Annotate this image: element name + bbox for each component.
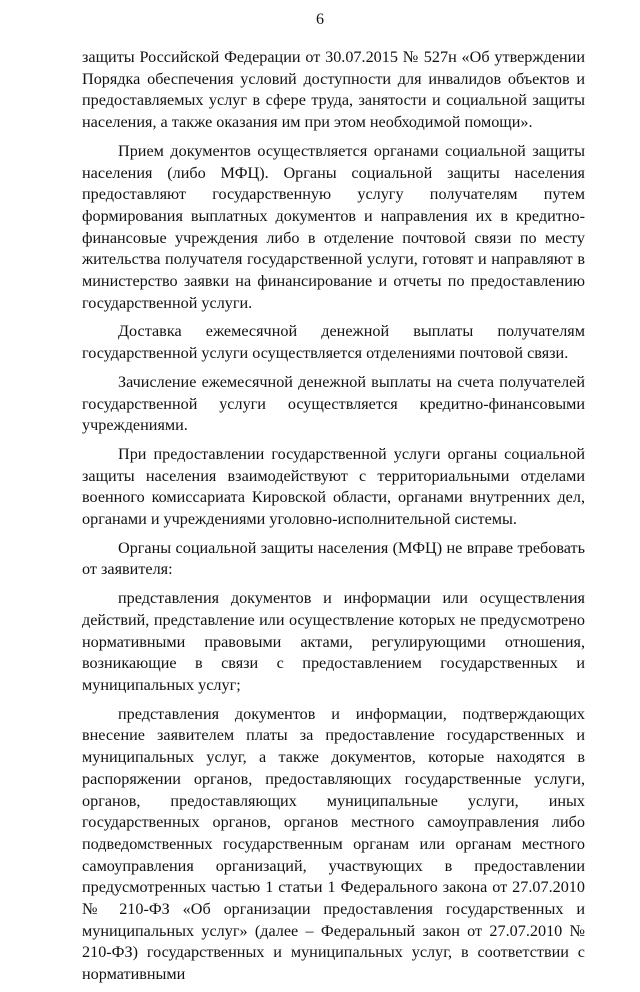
paragraph-6: Органы социальной защиты населения (МФЦ) не вправе требовать от заявителя: — [82, 538, 585, 579]
paragraph-4: Зачисление ежемесячной денежной выплаты на счета получателей государственной услуги осуществляется кредитно-финансовыми учреждениями. — [82, 372, 585, 435]
document-body — [82, 47, 585, 992]
paragraph-1: защиты Российской Федерации от 30.07.2015 № 527н «Об утверждении Порядка обеспечения условий доступности для инвалидов объектов и предоставляемых услуг в сфере труда, занятости и социальной защиты населения, а также оказания им при этом необходимой помощи». — [82, 48, 585, 132]
paragraph-5: При предоставлении государственной услуги органы социальной защиты населения взаимодействуют с территориальными отделами военного комиссариата Кировской области, органами внутренних дел, органами и учреждениями уголовно-исполнительной системы. — [82, 444, 585, 529]
paragraph-8: представления документов и информации, подтверждающих внесение заявителем платы за предоставление государственных и муниципальных услуг, а также документов, которые находятся в распоряжении органов, предоставляющих государственные услуги, органов, предоставляющих муниципальные услуги, иных государственных органов, органов местного самоуправления либо подведомственных государственным органам или органам местного самоуправления организаций, участвующих в предоставлении предусмотренных частью 1 статьи 1 Федерального закона от 27.07.2010 № 210-ФЗ «Об организации предоставления государственных и муниципальных услуг» (далее – Федеральный закон от 27.07.2010 № 210-ФЗ) государственных и муниципальных услуг, в соответствии с нормативными — [82, 704, 585, 984]
paragraph-3: Доставка ежемесячной денежной выплаты получателям государственной услуги осуществляется отделениями почтовой связи. — [82, 322, 585, 363]
paragraph-7: представления документов и информации или осуществления действий, представление или осуществление которых не предусмотрено нормативными правовыми актами, регулирующими отношения, возникающие в связи с предоставлением государственных и муниципальных услуг; — [82, 589, 585, 694]
paragraph-2: Прием документов осуществляется органами социальной защиты населения (либо МФЦ). Органы социальной защиты населения предоставляют государственную услугу получателям путем формирования выплатных документов и направления их в кредитно-финансовые учреждения либо в отделение почтовой связи по месту жительства получателя государственной услуги, готовят и направляют в министерство заявки на финансирование и отчеты по предоставлению государственной услуги. — [82, 141, 585, 312]
page-number: 6 — [316, 11, 324, 28]
